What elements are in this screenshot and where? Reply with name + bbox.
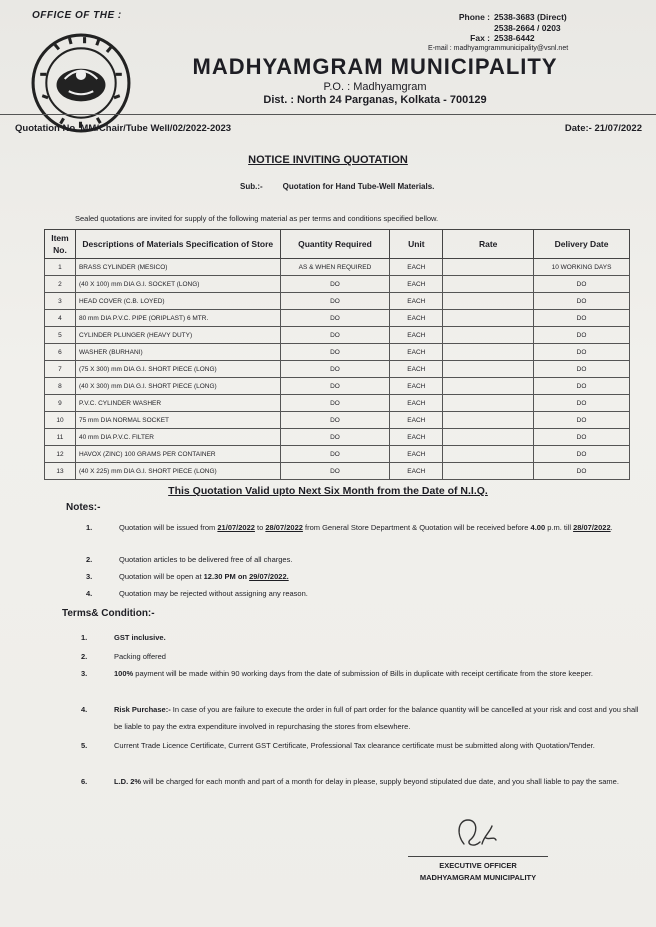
term-text-block <box>114 773 639 790</box>
cell-item-no: 11 <box>45 429 76 446</box>
term-number: 5. <box>81 741 88 750</box>
cell-rate <box>443 463 534 480</box>
cell-description: (75 X 300) mm DIA G.I. SHORT PIECE (LONG) <box>75 361 280 378</box>
cell-delivery: 10 WORKING DAYS <box>534 259 630 276</box>
cell-quantity: DO <box>280 276 390 293</box>
cell-description: P.V.C. CYLINDER WASHER <box>75 395 280 412</box>
table-row <box>45 293 630 310</box>
fax-number: 2538-6442 <box>494 33 535 43</box>
cell-description: HEAD COVER (C.B. LOYED) <box>75 293 280 310</box>
note-text-part: 28/07/2022 <box>265 523 303 532</box>
cell-item-no: 6 <box>45 344 76 361</box>
cell-quantity: DO <box>280 395 390 412</box>
cell-quantity: DO <box>280 310 390 327</box>
cell-unit: EACH <box>390 378 443 395</box>
materials-table <box>44 229 630 480</box>
cell-rate <box>443 378 534 395</box>
term-emphasis: Risk Purchase:- <box>114 705 171 714</box>
cell-delivery: DO <box>534 293 630 310</box>
cell-item-no: 1 <box>45 259 76 276</box>
cell-quantity: DO <box>280 446 390 463</box>
term-text-block <box>114 737 639 754</box>
office-label: OFFICE OF THE : <box>32 10 122 21</box>
cell-unit: EACH <box>390 395 443 412</box>
cell-description: HAVOX (ZINC) 100 GRAMS PER CONTAINER <box>75 446 280 463</box>
district-line: Dist. : North 24 Parganas, Kolkata - 700129 <box>263 94 487 106</box>
cell-unit: EACH <box>390 463 443 480</box>
cell-item-no: 12 <box>45 446 76 463</box>
cell-rate <box>443 395 534 412</box>
cell-rate <box>443 276 534 293</box>
signatory-designation: EXECUTIVE OFFICER <box>439 861 517 870</box>
table-row <box>45 259 630 276</box>
notes-heading: Notes:- <box>66 502 101 513</box>
note-text <box>119 568 639 585</box>
phone-secondary: 2538-2664 / 0203 <box>494 22 561 33</box>
note-text-part: 28/07/2022 <box>573 523 611 532</box>
cell-description: (40 X 300) mm DIA G.I. SHORT PIECE (LONG) <box>75 378 280 395</box>
note-text-part: 12.30 PM on <box>203 572 250 581</box>
cell-delivery: DO <box>534 361 630 378</box>
table-header-row <box>45 230 630 259</box>
term-text: will be charged for each month and part of a month for delay in please, supply beyond stipulated due date, and you shall liable to pay the same. <box>141 777 619 786</box>
signatory-block <box>408 860 548 884</box>
header-quantity: Quantity Required <box>280 230 390 259</box>
cell-quantity: DO <box>280 344 390 361</box>
quotation-date: Date:- 21/07/2022 <box>564 123 642 134</box>
table-row <box>45 412 630 429</box>
note-text-part: p.m. till <box>545 523 574 532</box>
term-emphasis: 100% <box>114 669 134 678</box>
cell-unit: EACH <box>390 429 443 446</box>
post-office: P.O. : Madhyamgram <box>323 81 427 93</box>
note-text-part: from General Store Department & Quotation will be received before <box>302 523 531 532</box>
signatory-office: MADHYAMGRAM MUNICIPALITY <box>419 873 537 882</box>
table-row <box>45 463 630 480</box>
table-row <box>45 378 630 395</box>
table-body <box>45 259 630 480</box>
cell-delivery: DO <box>534 344 630 361</box>
cell-rate <box>443 446 534 463</box>
cell-delivery: DO <box>534 446 630 463</box>
table-row <box>45 310 630 327</box>
cell-quantity: DO <box>280 463 390 480</box>
cell-unit: EACH <box>390 344 443 361</box>
cell-item-no: 2 <box>45 276 76 293</box>
term-text-block <box>114 648 639 665</box>
cell-unit: EACH <box>390 276 443 293</box>
cell-delivery: DO <box>534 463 630 480</box>
header-divider <box>0 114 656 115</box>
cell-item-no: 4 <box>45 310 76 327</box>
cell-item-no: 8 <box>45 378 76 395</box>
cell-description: 40 mm DIA P.V.C. FILTER <box>75 429 280 446</box>
cell-quantity: DO <box>280 412 390 429</box>
term-text: GST inclusive. <box>114 633 166 642</box>
table-row <box>45 395 630 412</box>
note-text: Quotation articles to be delivered free of all charges. <box>119 555 293 564</box>
note-text: Quotation may be rejected without assigning any reason. <box>119 589 308 598</box>
cell-unit: EACH <box>390 412 443 429</box>
cell-rate <box>443 310 534 327</box>
table-row <box>45 344 630 361</box>
term-text: In case of you are failure to execute the order in full of part order for the balance quantity will be cancelled at your risk and cost and you shall be liable to pay the extra expenditure involved in repurchasing the stores from elsewhere. <box>114 705 639 731</box>
cell-item-no: 13 <box>45 463 76 480</box>
cell-rate <box>443 429 534 446</box>
fax-label: Fax : <box>470 33 490 43</box>
header-rate: Rate <box>443 230 534 259</box>
cell-item-no: 3 <box>45 293 76 310</box>
cell-rate <box>443 344 534 361</box>
phone-label: Phone : <box>458 12 490 22</box>
note-text-part: 21/07/2022 <box>217 523 255 532</box>
term-text: Current Trade Licence Certificate, Current GST Certificate, Professional Tax clearance certificate must be submitted along with Quotation/Tender. <box>114 741 595 750</box>
note-text-part: to <box>254 523 266 532</box>
header-delivery-date: Delivery Date <box>534 230 630 259</box>
cell-quantity: DO <box>280 429 390 446</box>
note-number: 2. <box>86 555 93 564</box>
phone-direct: 2538-3683 (Direct) <box>494 12 567 22</box>
terms-heading: Terms& Condition:- <box>62 608 155 619</box>
term-text: Packing offered <box>114 652 166 661</box>
term-number: 2. <box>81 652 88 661</box>
cell-delivery: DO <box>534 327 630 344</box>
cell-rate <box>443 259 534 276</box>
cell-quantity: DO <box>280 378 390 395</box>
note-number: 1. <box>86 523 93 532</box>
cell-unit: EACH <box>390 293 443 310</box>
cell-delivery: DO <box>534 412 630 429</box>
cell-rate <box>443 361 534 378</box>
intro-text: Sealed quotations are invited for supply of the following material as per terms and conditions specified bellow. <box>75 214 439 223</box>
contact-block <box>410 12 638 54</box>
note-text-part: 29/07/2022. <box>249 572 289 581</box>
cell-quantity: AS & WHEN REQUIRED <box>280 259 390 276</box>
cell-delivery: DO <box>534 395 630 412</box>
signature-line <box>408 856 548 857</box>
quotation-number: Quotation No. MM/Chair/Tube Well/02/2022-2023 <box>15 123 232 134</box>
header-unit: Unit <box>390 230 443 259</box>
cell-quantity: DO <box>280 361 390 378</box>
table-row <box>45 429 630 446</box>
subject-label: Sub.:- <box>240 182 263 191</box>
term-text-block <box>114 665 639 682</box>
cell-item-no: 7 <box>45 361 76 378</box>
term-number: 4. <box>81 705 88 714</box>
note-text-part: . <box>610 523 613 532</box>
cell-delivery: DO <box>534 310 630 327</box>
cell-delivery: DO <box>534 276 630 293</box>
note-text-part: Quotation will be open at <box>119 572 204 581</box>
term-number: 3. <box>81 669 88 678</box>
cell-description: 80 mm DIA P.V.C. PIPE (ORIPLAST) 6 MTR. <box>75 310 280 327</box>
handwritten-signature-icon <box>450 814 506 854</box>
cell-description: 75 mm DIA NORMAL SOCKET <box>75 412 280 429</box>
term-number: 1. <box>81 633 88 642</box>
notice-title <box>0 154 656 166</box>
note-text-part: 4.00 <box>530 523 546 532</box>
table-row <box>45 446 630 463</box>
term-text-block <box>114 629 639 646</box>
subject-line <box>240 182 434 191</box>
cell-item-no: 5 <box>45 327 76 344</box>
cell-unit: EACH <box>390 361 443 378</box>
table-row <box>45 361 630 378</box>
cell-rate <box>443 293 534 310</box>
cell-rate <box>443 327 534 344</box>
cell-unit: EACH <box>390 446 443 463</box>
table-row <box>45 276 630 293</box>
note-number: 4. <box>86 589 93 598</box>
subject-text: Quotation for Hand Tube-Well Materials. <box>282 182 435 191</box>
cell-delivery: DO <box>534 378 630 395</box>
cell-description: (40 X 225) mm DIA G.I. SHORT PIECE (LONG) <box>75 463 280 480</box>
cell-description: WASHER (BURHANI) <box>75 344 280 361</box>
cell-delivery: DO <box>534 429 630 446</box>
notice-title-text: NOTICE INVITING QUOTATION <box>248 154 408 166</box>
municipal-seal-icon <box>30 32 132 134</box>
validity-text: This Quotation Valid upto Next Six Month from the Date of N.I.Q. <box>168 485 488 497</box>
cell-item-no: 10 <box>45 412 76 429</box>
municipality-title: MADHYAMGRAM MUNICIPALITY <box>192 54 558 79</box>
term-number: 6. <box>81 777 88 786</box>
header-item-no: Item No. <box>45 230 76 259</box>
cell-quantity: DO <box>280 327 390 344</box>
table-row <box>45 327 630 344</box>
term-text-block <box>114 701 639 735</box>
term-text: payment will be made within 90 working days from the date of submission of Bills in duplicate with receipt certificate from the store keeper. <box>133 669 593 678</box>
cell-description: CYLINDER PLUNGER (HEAVY DUTY) <box>75 327 280 344</box>
note-number: 3. <box>86 572 93 581</box>
cell-item-no: 9 <box>45 395 76 412</box>
cell-rate <box>443 412 534 429</box>
note-text-part: Quotation will be issued from <box>119 523 218 532</box>
cell-description: (40 X 100) mm DIA G.I. SOCKET (LONG) <box>75 276 280 293</box>
note-text <box>119 519 639 536</box>
email-line: E-mail : madhyamgrammunicipality@vsnl.net <box>428 44 569 52</box>
cell-description: BRASS CYLINDER (MESICO) <box>75 259 280 276</box>
cell-unit: EACH <box>390 259 443 276</box>
cell-unit: EACH <box>390 327 443 344</box>
cell-quantity: DO <box>280 293 390 310</box>
header-description: Descriptions of Materials Specification of Store <box>75 230 280 259</box>
term-emphasis: L.D. 2% <box>114 777 142 786</box>
validity-statement <box>0 485 656 497</box>
cell-unit: EACH <box>390 310 443 327</box>
